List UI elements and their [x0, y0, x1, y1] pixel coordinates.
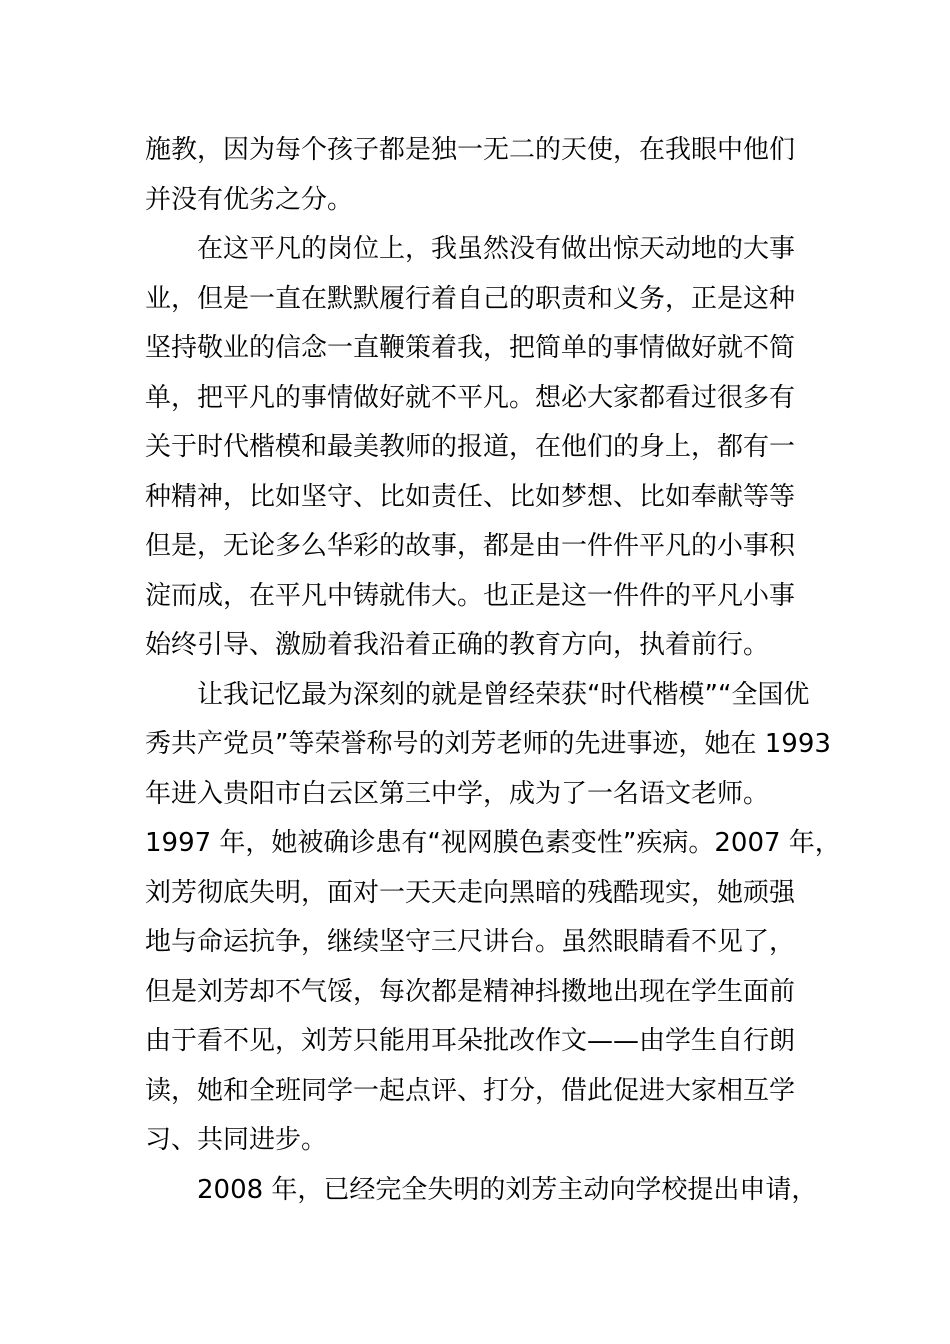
text-line: 秀共产党员”等荣誉称号的刘芳老师的先进事迹，她在 1993: [145, 729, 831, 759]
text-line: 1997 年，她被确诊患有“视网膜色素变性”疾病。2007 年，: [145, 828, 841, 858]
text-line: 种精神，比如坚守、比如责任、比如梦想、比如奉献等等: [145, 481, 796, 512]
text-line: 始终引导、激励着我沿着正确的教育方向，执着前行。: [145, 630, 770, 660]
text-line: 单，把平凡的事情做好就不平凡。想必大家都看过很多有: [145, 382, 796, 413]
text-line: 但是刘芳却不气馁，每次都是精神抖擞地出现在学生面前: [145, 976, 796, 1007]
text-line: 读，她和全班同学一起点评、打分，借此促进大家相互学: [145, 1075, 796, 1106]
text-line: 坚持敬业的信念一直鞭策着我，把简单的事情做好就不简: [145, 333, 796, 363]
paragraph-start-line: 让我记忆最为深刻的就是曾经荣获“时代楷模”“全国优: [197, 679, 810, 710]
paragraph-start-line: 2008 年，已经完全失明的刘芳主动向学校提出申请，: [197, 1174, 818, 1205]
text-line: 刘芳彻底失明，面对一天天走向黑暗的残酷现实，她顽强: [145, 877, 796, 908]
text-line: 由于看不见，刘芳只能用耳朵批改作文——由学生自行朗: [145, 1026, 796, 1056]
text-line: 关于时代楷模和最美教师的报道，在他们的身上，都有一: [145, 432, 796, 462]
text-line: 年进入贵阳市白云区第三中学，成为了一名语文老师。: [145, 778, 770, 809]
text-line: 并没有优劣之分。: [145, 184, 354, 215]
text-line: 业，但是一直在默默履行着自己的职责和义务，正是这种: [145, 283, 796, 314]
text-line: 地与命运抗争，继续坚守三尺讲台。虽然眼睛看不见了，: [145, 927, 796, 957]
text-line: 但是，无论多么华彩的故事，都是由一件件平凡的小事积: [145, 531, 796, 561]
paragraph-start-line: 在这平凡的岗位上，我虽然没有做出惊天动地的大事: [197, 234, 796, 264]
document-body: [145, 126, 841, 1215]
text-line: 习、共同进步。: [145, 1125, 328, 1155]
text-line: 施教，因为每个孩子都是独一无二的天使，在我眼中他们: [145, 135, 796, 165]
text-line: 淀而成，在平凡中铸就伟大。也正是这一件件的平凡小事: [145, 580, 796, 611]
